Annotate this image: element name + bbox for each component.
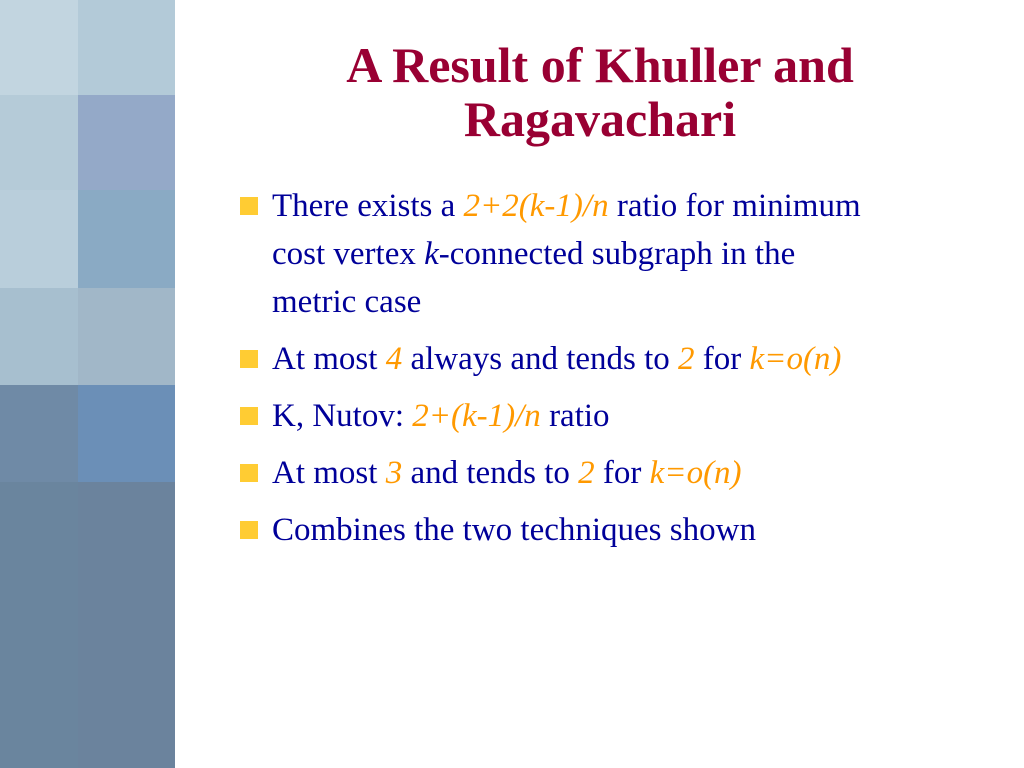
bullet-text: ratio (540, 398, 610, 434)
square-bullet-icon (240, 407, 258, 425)
bullet-text: for (694, 341, 750, 377)
slide-title-line-1: A Result of Khuller and (346, 37, 854, 93)
panel-tile (0, 95, 78, 190)
highlight-value: 4 (385, 341, 403, 377)
bullet-text: and tends to (402, 455, 579, 491)
ratio-formula: 2+2(k-1)/n (463, 188, 609, 224)
panel-tile (78, 95, 175, 190)
variable-k: k (424, 236, 439, 272)
bullet-item (240, 392, 880, 440)
square-bullet-icon (240, 350, 258, 368)
highlight-formula: k=o(n) (749, 341, 842, 377)
bullet-item (240, 182, 880, 326)
highlight-value: 2 (578, 455, 595, 491)
slide-title (230, 38, 970, 146)
bullet-text: At most (272, 455, 386, 491)
panel-tile (78, 482, 175, 768)
ratio-formula: 2+(k-1)/n (412, 398, 541, 434)
panel-tile (78, 385, 175, 482)
bullet-text: -connected subgraph in the metric case (272, 236, 796, 320)
square-bullet-icon (240, 521, 258, 539)
bullet-item (240, 449, 880, 497)
highlight-formula: k=o(n) (649, 455, 742, 491)
panel-tile (78, 288, 175, 385)
panel-tile (78, 190, 175, 288)
bullet-item (240, 506, 880, 554)
bullet-item (240, 335, 880, 383)
highlight-value: 3 (385, 455, 403, 491)
bullet-list (240, 182, 880, 563)
highlight-value: 2 (678, 341, 695, 377)
bullet-text: There exists a (272, 188, 464, 224)
bullet-text: always and tends to (402, 341, 679, 377)
panel-tile (0, 385, 78, 482)
bullet-text: for (594, 455, 650, 491)
square-bullet-icon (240, 464, 258, 482)
decorative-side-panel (0, 0, 175, 768)
panel-tile (0, 482, 78, 768)
square-bullet-icon (240, 197, 258, 215)
panel-tile (0, 288, 78, 385)
panel-tile (0, 190, 78, 288)
bullet-text: Combines the two techniques shown (272, 512, 756, 548)
bullet-text: ratio for minimum cost vertex (272, 188, 861, 272)
panel-tile (78, 0, 175, 95)
slide-title-line-2: Ragavachari (463, 91, 737, 147)
panel-tile (0, 0, 78, 95)
bullet-text: At most (272, 341, 386, 377)
bullet-text: K, Nutov: (272, 398, 413, 434)
